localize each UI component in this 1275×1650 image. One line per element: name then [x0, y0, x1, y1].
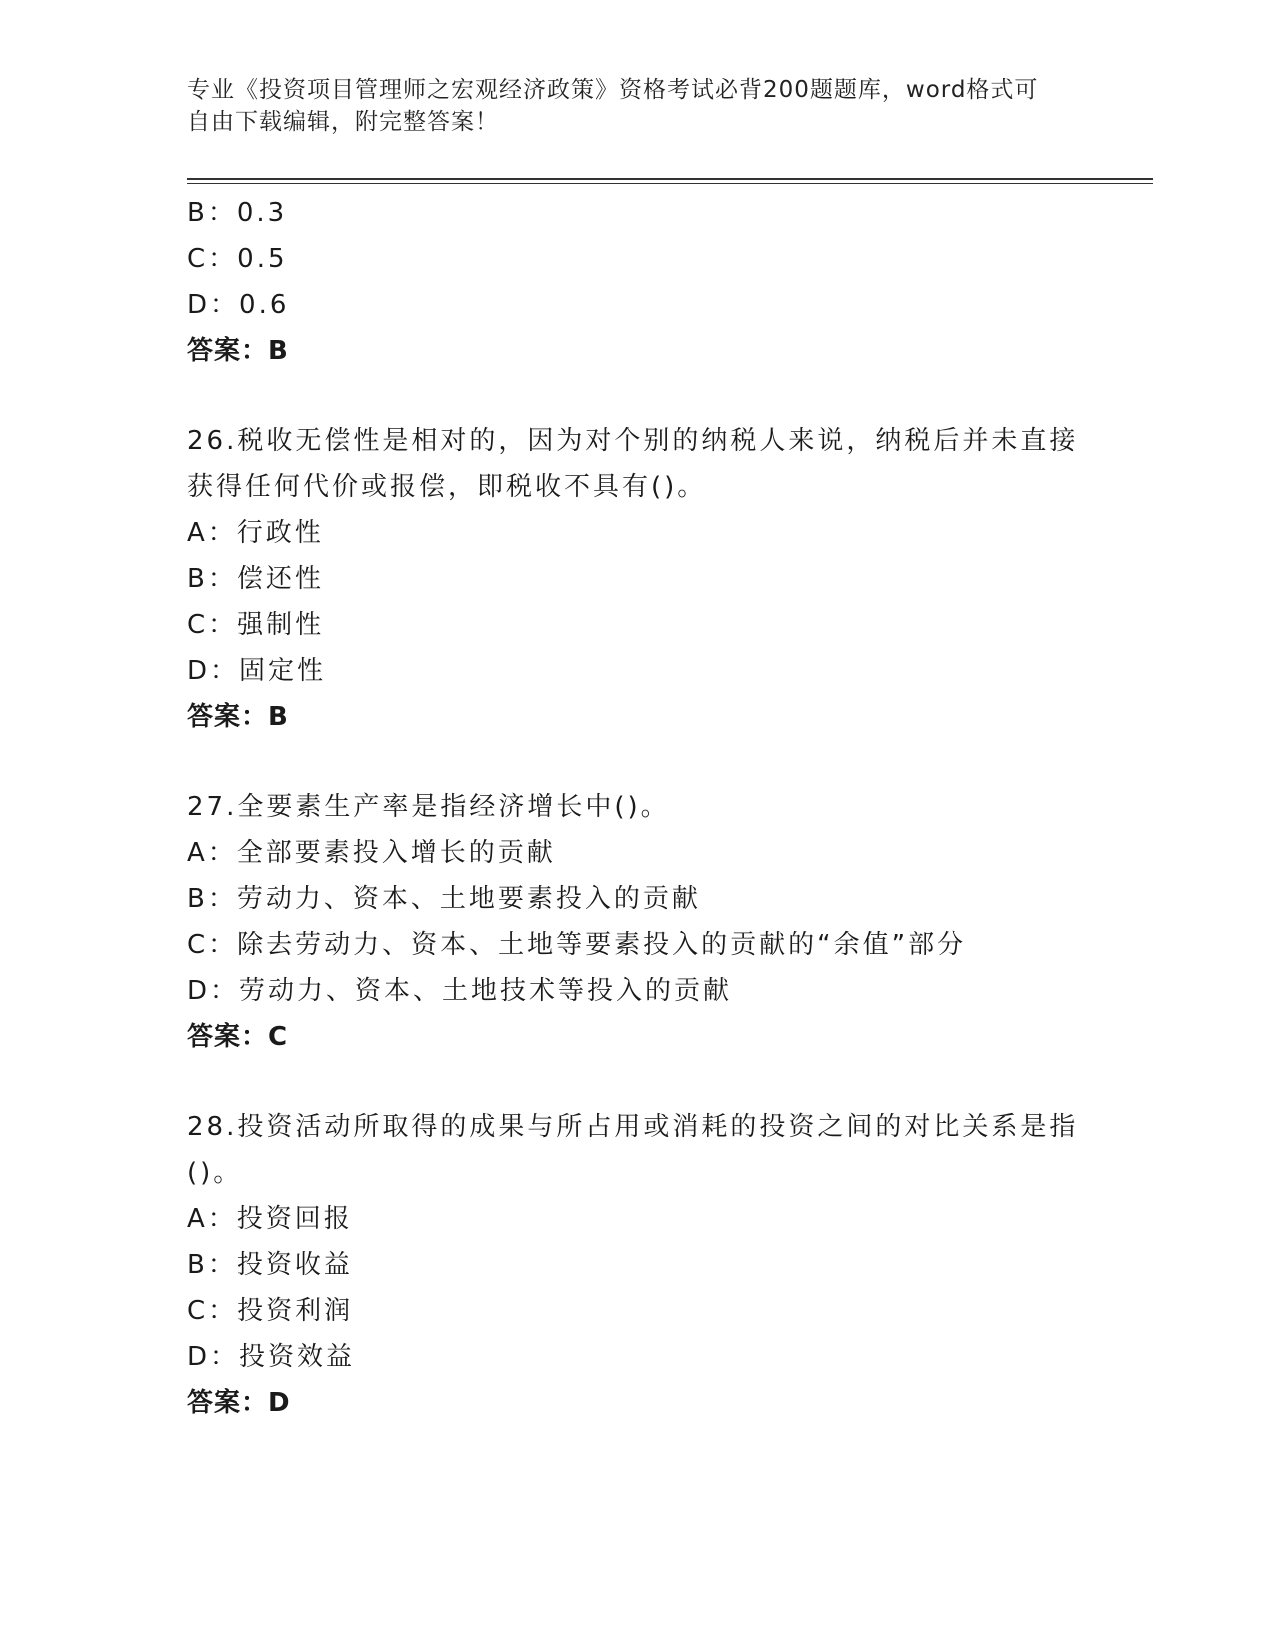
option-d: D：投资效益: [187, 1342, 356, 1372]
option-c: C：投资利润: [187, 1296, 354, 1326]
answer: 答案：B: [187, 702, 289, 732]
option-d: D：固定性: [187, 656, 327, 686]
question-text-line-2: ()。: [187, 1158, 243, 1188]
header-divider-thin: [187, 183, 1153, 184]
spacer: [187, 1060, 1087, 1104]
header-title-line-2: 自由下载编辑，附完整答案！: [187, 109, 499, 135]
option-b: B：0.3: [187, 198, 288, 228]
option-b: B：劳动力、资本、土地要素投入的贡献: [187, 884, 701, 914]
option-a: A：投资回报: [187, 1204, 353, 1234]
option-c: C：强制性: [187, 610, 325, 640]
option-a: A：行政性: [187, 518, 324, 548]
option-d: D：劳动力、资本、土地技术等投入的贡献: [187, 976, 733, 1006]
header-title-line-1: 专业《投资项目管理师之宏观经济政策》资格考试必背200题题库，word格式可: [187, 77, 1039, 103]
spacer: [187, 374, 1087, 418]
option-a: A：全部要素投入增长的贡献: [187, 838, 556, 868]
document-header: [187, 74, 1067, 138]
question-28: [187, 1104, 1087, 1426]
answer: 答案：D: [187, 1388, 291, 1418]
option-c: C：除去劳动力、资本、土地等要素投入的贡献的“余值”部分: [187, 930, 967, 960]
question-text-line-1: 27.全要素生产率是指经济增长中()。: [187, 792, 670, 822]
answer: 答案：B: [187, 336, 289, 366]
question-27: [187, 784, 1087, 1060]
option-c: C：0.5: [187, 244, 288, 274]
option-d: D：0.6: [187, 290, 290, 320]
question-list: [187, 190, 1087, 1426]
option-b: B：投资收益: [187, 1250, 353, 1280]
question-text-line-2: 获得任何代价或报偿，即税收不具有()。: [187, 472, 707, 502]
answer: 答案：C: [187, 1022, 289, 1052]
spacer: [187, 740, 1087, 784]
question-text-line-1: 28.投资活动所取得的成果与所占用或消耗的投资之间的对比关系是指: [187, 1112, 1079, 1142]
partial-question: [187, 190, 1087, 374]
question-text-line-1: 26.税收无偿性是相对的，因为对个别的纳税人来说，纳税后并未直接: [187, 426, 1079, 456]
option-b: B：偿还性: [187, 564, 324, 594]
question-26: [187, 418, 1087, 740]
header-divider-thick: [187, 178, 1153, 180]
